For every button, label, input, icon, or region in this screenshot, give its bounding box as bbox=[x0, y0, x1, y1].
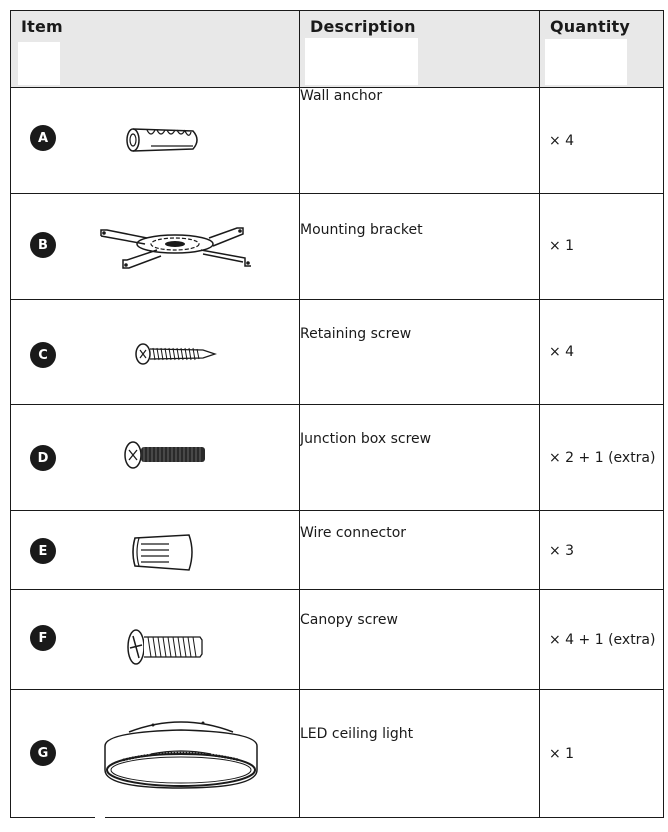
item-cell bbox=[11, 405, 300, 511]
quantity-value: × 2 + 1 (extra) bbox=[549, 450, 656, 466]
quantity-cell bbox=[540, 590, 664, 690]
header-blank-box bbox=[18, 42, 60, 85]
item-letter-badge: G bbox=[30, 740, 56, 766]
item-cell bbox=[11, 590, 300, 690]
retaining-screw-icon bbox=[135, 342, 217, 366]
item-cell bbox=[11, 511, 300, 590]
quantity-value: × 4 bbox=[549, 133, 575, 149]
quantity-value: × 1 bbox=[549, 238, 575, 254]
quantity-cell bbox=[540, 405, 664, 511]
item-letter-badge: E bbox=[30, 538, 56, 564]
junction-box-screw-icon bbox=[124, 440, 208, 470]
description-cell: Retaining screw bbox=[300, 300, 540, 405]
wall-anchor-icon bbox=[125, 126, 201, 156]
wire-connector-icon bbox=[129, 534, 195, 572]
header-item bbox=[11, 11, 300, 88]
item-cell bbox=[11, 300, 300, 405]
header-row bbox=[11, 11, 664, 88]
header-blank-box bbox=[545, 39, 627, 85]
border-gap bbox=[95, 816, 105, 821]
quantity-value: × 4 bbox=[549, 344, 575, 360]
description-cell: Wire connector bbox=[300, 511, 540, 590]
table-row bbox=[11, 300, 664, 405]
header-quantity-label: Quantity bbox=[550, 17, 630, 36]
description-cell: Wall anchor bbox=[300, 88, 540, 194]
quantity-cell bbox=[540, 300, 664, 405]
table-row bbox=[11, 88, 664, 194]
description-cell: Canopy screw bbox=[300, 590, 540, 690]
quantity-cell bbox=[540, 690, 664, 818]
description-cell: Junction box screw bbox=[300, 405, 540, 511]
quantity-cell bbox=[540, 194, 664, 300]
table-row bbox=[11, 590, 664, 690]
item-letter-badge: A bbox=[30, 125, 56, 151]
item-cell bbox=[11, 194, 300, 300]
canopy-screw-icon bbox=[126, 628, 206, 666]
item-cell bbox=[11, 690, 300, 818]
header-item-label: Item bbox=[21, 17, 63, 36]
led-ceiling-light-icon bbox=[103, 718, 259, 792]
description-cell: LED ceiling light bbox=[300, 690, 540, 818]
quantity-cell bbox=[540, 511, 664, 590]
mounting-bracket-icon bbox=[97, 220, 251, 270]
table-row bbox=[11, 511, 664, 590]
quantity-value: × 3 bbox=[549, 543, 575, 559]
description-cell: Mounting bracket bbox=[300, 194, 540, 300]
item-letter-badge: F bbox=[30, 625, 56, 651]
item-letter-badge: D bbox=[30, 445, 56, 471]
item-letter-badge: B bbox=[30, 232, 56, 258]
parts-list-table bbox=[10, 10, 664, 818]
quantity-value: × 4 + 1 (extra) bbox=[549, 632, 656, 648]
table-row bbox=[11, 405, 664, 511]
header-blank-box bbox=[305, 38, 418, 85]
quantity-cell bbox=[540, 88, 664, 194]
header-quantity bbox=[540, 11, 664, 88]
table-row bbox=[11, 194, 664, 300]
header-description-label: Description bbox=[310, 17, 416, 36]
item-letter-badge: C bbox=[30, 342, 56, 368]
item-cell bbox=[11, 88, 300, 194]
quantity-value: × 1 bbox=[549, 746, 575, 762]
header-description bbox=[300, 11, 540, 88]
table-row bbox=[11, 690, 664, 818]
